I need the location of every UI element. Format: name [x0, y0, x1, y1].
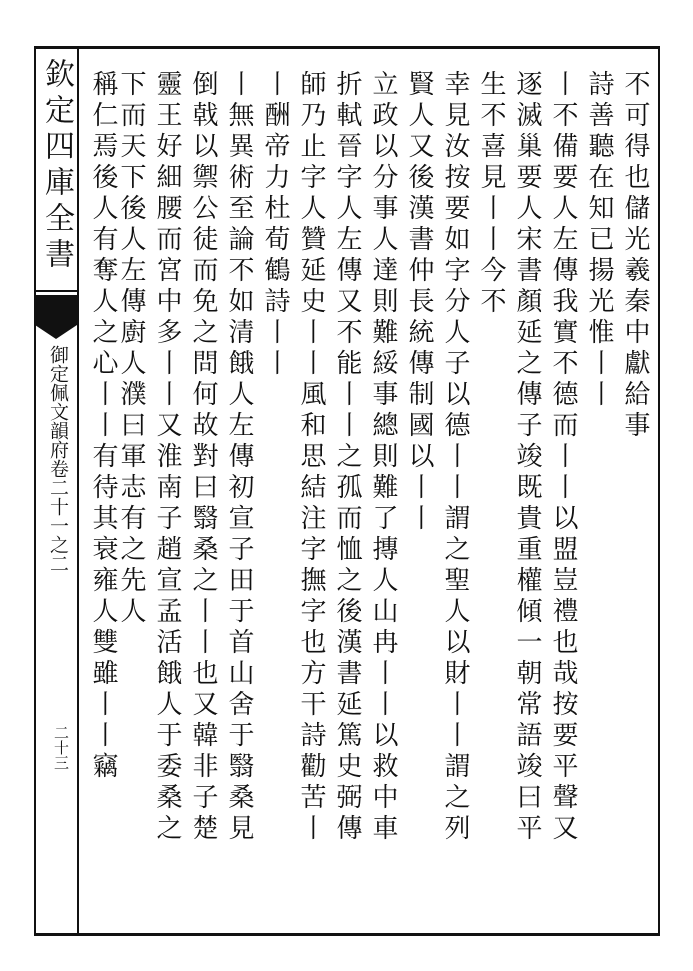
- text-column-14: 靈王好細腰而宮中多丨丨又淮南子趙宣孟活餓人于委桑之: [152, 70, 182, 845]
- text-column-2: 詩善聽在知已揚光惟丨丨: [584, 70, 614, 411]
- fishtail-mark-icon: [35, 295, 77, 339]
- frame-right-rule: [658, 46, 660, 936]
- text-column-15: 下而天下後人左傳廚人濮曰軍志有之先人: [116, 70, 146, 628]
- text-column-6: 幸見汝按要如字分人子以德丨丨謂之聖人以財丨丨謂之列: [440, 70, 470, 845]
- text-column-16: 稱仁焉後人有奪人之心丨丨有待其衰雍人雙雖丨丨竊: [88, 70, 118, 783]
- volume-title: 御定佩文韻府卷二十一之二: [47, 345, 69, 573]
- text-column-8: 立政以分事人達則難綏事總則難了摶人山冉丨丨以救中車: [368, 70, 398, 845]
- banner-split-rule: [34, 290, 78, 292]
- book-title: 欽定四庫全書: [39, 58, 74, 274]
- text-column-3: 丨不備要人左傳我實不德而丨丨以盟豈禮也哉按要平聲又: [548, 70, 578, 845]
- frame-bottom-rule: [34, 933, 660, 936]
- banner-divider-rule: [77, 46, 79, 936]
- text-column-10: 師乃止字人贊延史丨丨風和思結注字撫字也方干詩勸苦丨: [296, 70, 326, 845]
- text-column-11: 丨酬帝力杜荀鶴詩丨丨: [260, 70, 290, 380]
- frame-top-rule: [34, 46, 660, 49]
- text-column-9: 折軾晉字人左傳又不能丨丨之孤而恤之後漢書延篤史弼傳: [332, 70, 362, 845]
- text-column-5: 生不喜見丨丨今不: [476, 70, 506, 318]
- text-column-1: 不可得也儲光羲秦中獻給事: [620, 70, 650, 442]
- text-column-12: 丨無異術至論不如清餓人左傳初宣子田于首山舍于翳桑見: [224, 70, 254, 845]
- text-column-4: 逐滅巢要人宋書顏延之傳子竣既貴重權傾一朝常語竣曰平: [512, 70, 542, 845]
- text-column-7: 賢人又後漢書仲長統傳制國以丨丨: [404, 70, 434, 535]
- text-column-13: 倒戟以禦公徒而免之問何故對曰翳桑之丨丨也又韓非子楚: [188, 70, 218, 845]
- page-number: 二十三: [52, 725, 70, 770]
